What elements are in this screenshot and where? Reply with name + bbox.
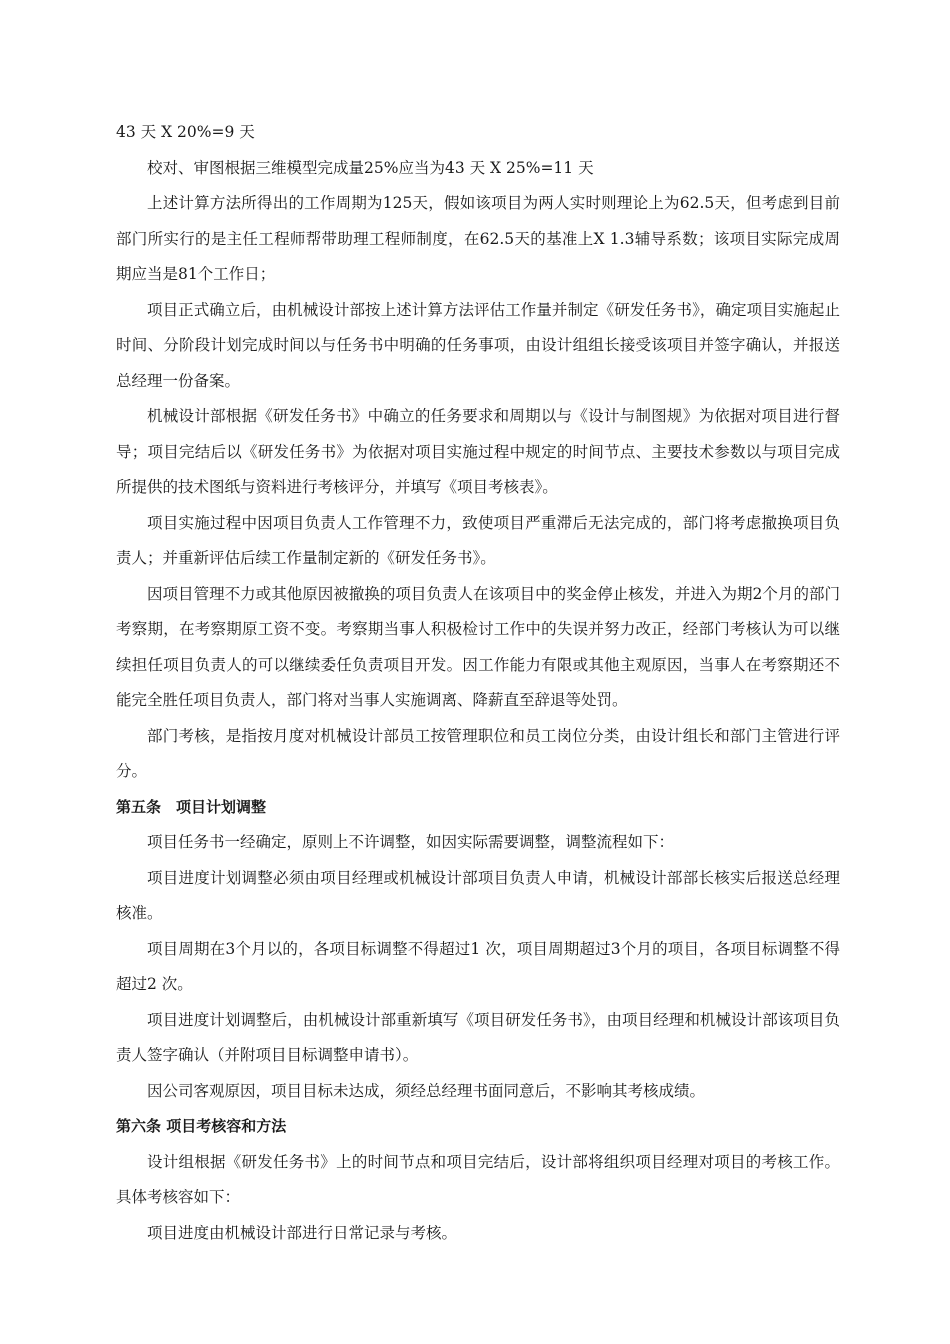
section-heading-article-5: 第五条 项目计划调整 <box>116 797 267 816</box>
paragraph: 校对、审图根据三维模型完成量25%应当为43 天 X 25%=11 天 <box>147 158 594 177</box>
paragraph: 部门考核，是指按月度对机械设计部员工按管理职位和员工岗位分类，由设计组长和部门主管进行评分。 <box>116 726 840 780</box>
document-body <box>116 115 840 1251</box>
paragraph: 设计组根据《研发任务书》上的时间节点和项目完结后，设计部将组织项目经理对项目的考核工作。具体考核容如下： <box>116 1152 840 1206</box>
paragraph: 项目周期在3个月以的，各项目标调整不得超过1 次，项目周期超过3个月的项目，各项目标调整不得超过2 次。 <box>116 939 840 993</box>
paragraph: 项目进度计划调整后，由机械设计部重新填写《项目研发任务书》，由项目经理和机械设计部该项目负责人签字确认（并附项目目标调整申请书）。 <box>116 1010 840 1064</box>
paragraph: 项目进度由机械设计部进行日常记录与考核。 <box>147 1223 458 1242</box>
paragraph: 项目任务书一经确定，原则上不许调整，如因实际需要调整，调整流程如下： <box>147 833 675 851</box>
paragraph: 项目进度计划调整必须由项目经理或机械设计部项目负责人申请，机械设计部部长核实后报送总经理核准。 <box>116 868 840 922</box>
paragraph: 因公司客观原因，项目目标未达成，须经总经理书面同意后，不影响其考核成绩。 <box>147 1081 706 1100</box>
paragraph: 43 天 X 20%=9 天 <box>116 123 255 141</box>
section-heading-article-6: 第六条 项目考核容和方法 <box>116 1117 287 1135</box>
paragraph: 项目正式确立后，由机械设计部按上述计算方法评估工作量并制定《研发任务书》，确定项目实施起止时间、分阶段计划完成时间以与任务书中明确的任务事项，由设计组组长接受该项目并签字确认，并报送总经理一份备案。 <box>116 300 840 390</box>
paragraph: 上述计算方法所得出的工作周期为125天，假如该项目为两人实时则理论上为62.5天，但考虑到目前部门所实行的是主任工程师帮带助理工程师制度，在62.5天的基准上X 1.3辅导系数；该项目实际完成周期应当是81个工作日； <box>116 194 840 283</box>
paragraph: 机械设计部根据《研发任务书》中确立的任务要求和周期以与《设计与制图规》为依据对项目进行督导；项目完结后以《研发任务书》为依据对项目实施过程中规定的时间节点、主要技术参数以与项目完成所提供的技术图纸与资料进行考核评分，并填写《项目考核表》。 <box>116 407 840 496</box>
paragraph: 项目实施过程中因项目负责人工作管理不力，致使项目严重滞后无法完成的，部门将考虑撤换项目负责人；并重新评估后续工作量制定新的《研发任务书》。 <box>116 513 840 567</box>
paragraph: 因项目管理不力或其他原因被撤换的项目负责人在该项目中的奖金停止核发，并进入为期2个月的部门考察期，在考察期原工资不变。考察期当事人积极检讨工作中的失误并努力改正，经部门考核认为可以继续担任项目负责人的可以继续委任负责项目开发。因工作能力有限或其他主观原因，当事人在考察期还不能完全胜任项目负责人，部门将对当事人实施调离、降薪直至辞退等处罚。 <box>116 584 840 709</box>
